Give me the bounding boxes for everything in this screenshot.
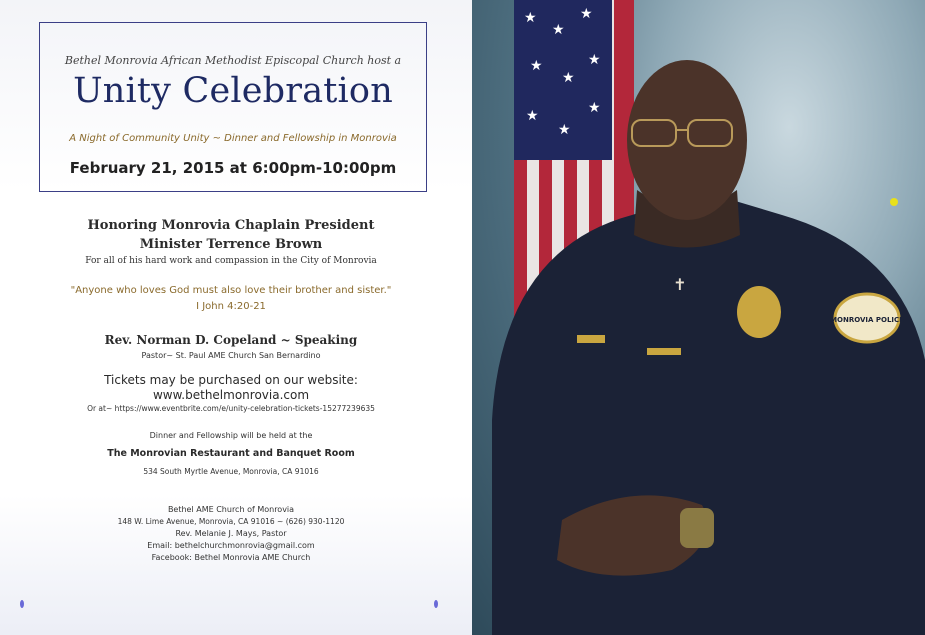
police-badge [737, 286, 781, 338]
svg-text:✝: ✝ [673, 275, 687, 294]
svg-text:★: ★ [580, 6, 593, 22]
tickets-eventbrite-link[interactable]: Or at~ https://www.eventbrite.com/e/unity-celebration-tickets-15277239635 [87, 404, 375, 413]
venue-name: The Monrovian Restaurant and Banquet Room [107, 448, 355, 459]
church-name: Bethel AME Church of Monrovia [167, 505, 295, 514]
svg-text:★: ★ [524, 10, 537, 26]
host-line: Bethel Monrovia African Methodist Episcopal Church host a [64, 54, 402, 67]
wristwatch [680, 508, 714, 548]
head [627, 60, 747, 220]
portrait-photo [472, 0, 925, 635]
honoree-description: For all of his hard work and compassion in the City of Monrovia [85, 256, 377, 266]
svg-text:★: ★ [526, 108, 539, 124]
decorative-dot-right [434, 600, 438, 608]
scripture-quote: "Anyone who loves God must also love their brother and sister." [70, 285, 392, 296]
honoree-name: Minister Terrence Brown [139, 237, 323, 252]
event-tagline: A Night of Community Unity ~ Dinner and Fellowship in Monrovia [69, 133, 397, 144]
event-date: February 21, 2015 at 6:00pm-10:00pm [69, 159, 397, 177]
svg-text:★: ★ [552, 22, 565, 38]
svg-text:★: ★ [558, 122, 571, 138]
svg-text:★: ★ [588, 52, 601, 68]
decorative-dot-left [20, 600, 24, 608]
portrait-illustration [472, 0, 925, 635]
scripture-citation: I John 4:20-21 [196, 301, 266, 312]
light-spot [890, 198, 898, 206]
uniform [492, 200, 925, 635]
svg-text:★: ★ [588, 100, 601, 116]
church-pastor: Rev. Melanie J. Mays, Pastor [175, 529, 287, 538]
speaker-name: Rev. Norman D. Copeland ~ Speaking [104, 333, 358, 347]
venue-intro: Dinner and Fellowship will be held at the [149, 431, 313, 440]
tickets-heading: Tickets may be purchased on our website: [104, 373, 358, 387]
honoree-line-1: Honoring Monrovia Chaplain President [87, 218, 375, 233]
svg-text:★: ★ [562, 70, 575, 86]
patch-text: MONROVIA POLICE [830, 316, 904, 324]
flyer-header-box [39, 22, 427, 192]
event-title: Unity Celebration [73, 71, 393, 111]
svg-text:★: ★ [530, 58, 543, 74]
church-email: Email: bethelchurchmonrovia@gmail.com [147, 541, 315, 550]
tickets-website-link[interactable]: www.bethelmonrovia.com [152, 388, 310, 402]
church-facebook: Facebook: Bethel Monrovia AME Church [151, 553, 311, 562]
venue-address: 534 South Myrtle Avenue, Monrovia, CA 91016 [143, 467, 319, 476]
church-address: 148 W. Lime Avenue, Monrovia, CA 91016 ~ (626) 930-1120 [117, 517, 345, 526]
speaker-role: Pastor~ St. Paul AME Church San Bernardino [141, 351, 321, 360]
